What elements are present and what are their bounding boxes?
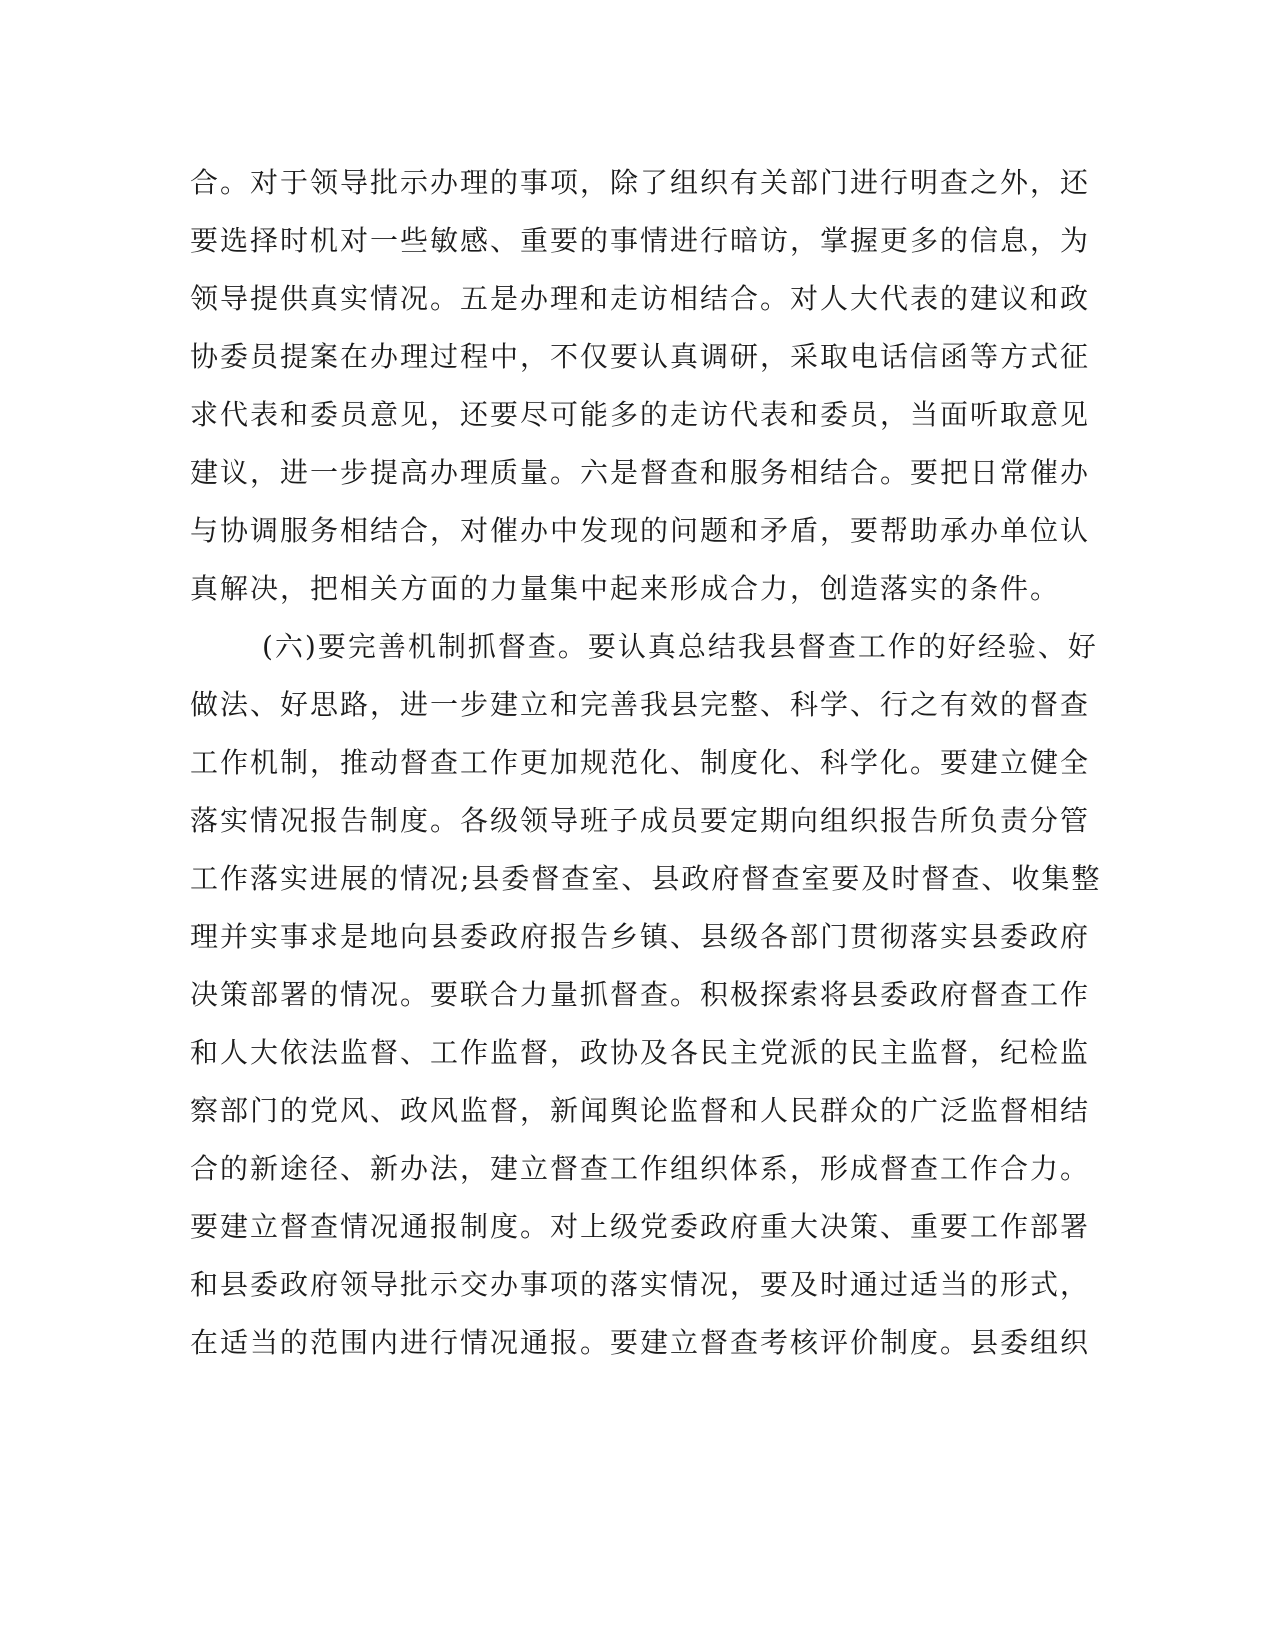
text-line: 合。对于领导批示办理的事项，除了组织有关部门进行明查之外，还 xyxy=(190,166,1091,199)
text-line: 和人大依法监督、工作监督，政协及各民主党派的民主监督，纪检监 xyxy=(190,1036,1091,1069)
text-line: 落实情况报告制度。各级领导班子成员要定期向组织报告所负责分管 xyxy=(190,804,1091,837)
text-line: 做法、好思路，进一步建立和完善我县完整、科学、行之有效的督查 xyxy=(190,688,1091,721)
text-line: 理并实事求是地向县委政府报告乡镇、县级各部门贯彻落实县委政府 xyxy=(190,920,1091,953)
text-line: 和县委政府领导批示交办事项的落实情况，要及时通过适当的形式， xyxy=(190,1268,1091,1301)
text-line: 要建立督查情况通报制度。对上级党委政府重大决策、重要工作部署 xyxy=(190,1210,1091,1243)
text-line: 决策部署的情况。要联合力量抓督查。积极探索将县委政府督查工作 xyxy=(190,978,1091,1011)
text-line: 工作落实进展的情况;县委督查室、县政府督查室要及时督查、收集整 xyxy=(190,862,1102,895)
text-line: 工作机制，推动督查工作更加规范化、制度化、科学化。要建立健全 xyxy=(190,746,1091,779)
text-line: 在适当的范围内进行情况通报。要建立督查考核评价制度。县委组织 xyxy=(190,1326,1091,1359)
text-line: 要选择时机对一些敏感、重要的事情进行暗访，掌握更多的信息，为 xyxy=(190,224,1091,257)
text-line: 合的新途径、新办法，建立督查工作组织体系，形成督查工作合力。 xyxy=(190,1152,1091,1185)
text-line: 察部门的党风、政风监督，新闻舆论监督和人民群众的广泛监督相结 xyxy=(190,1094,1091,1127)
section-heading-line: (六)要完善机制抓督查。要认真总结我县督查工作的好经验、好 xyxy=(262,630,1098,663)
text-line: 领导提供真实情况。五是办理和走访相结合。对人大代表的建议和政 xyxy=(190,282,1091,315)
text-line: 与协调服务相结合，对催办中发现的问题和矛盾，要帮助承办单位认 xyxy=(190,514,1091,547)
text-line: 真解决，把相关方面的力量集中起来形成合力，创造落实的条件。 xyxy=(190,572,1061,605)
text-line: 求代表和委员意见，还要尽可能多的走访代表和委员，当面听取意见 xyxy=(190,398,1091,431)
text-line: 协委员提案在办理过程中，不仅要认真调研，采取电话信函等方式征 xyxy=(190,340,1091,373)
text-line: 建议，进一步提高办理质量。六是督查和服务相结合。要把日常催办 xyxy=(190,456,1091,489)
